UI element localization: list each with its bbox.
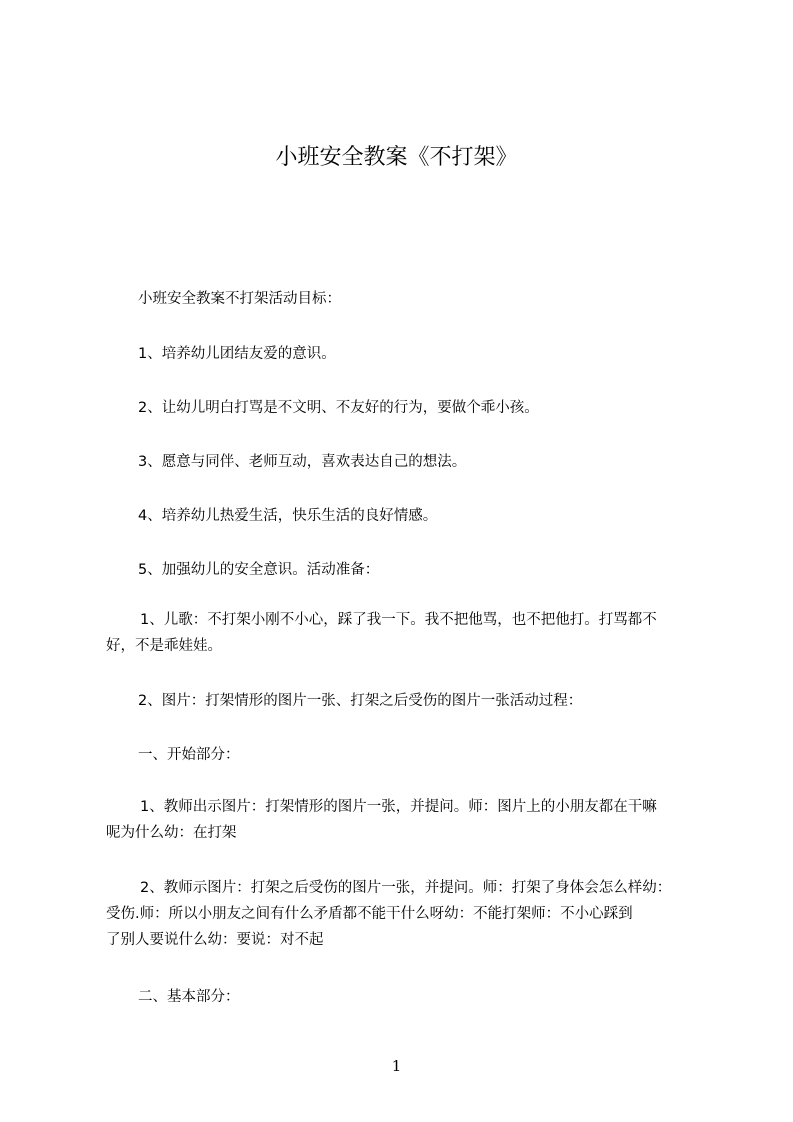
- paragraph-line: 1、培养幼儿团结友爱的意识。: [138, 346, 336, 362]
- paragraph-objective-3: [106, 449, 718, 475]
- paragraph-line: 呢为什么幼：在打架: [106, 825, 237, 841]
- paragraph-line: 小班安全教案不打架活动目标：: [138, 291, 341, 307]
- paragraph-objective-2: [106, 395, 718, 421]
- paragraph-line: 2、教师示图片：打架之后受伤的图片一张，并提问。师：打架了身体会怎么样幼：: [140, 880, 672, 896]
- paragraph-objective-5: [106, 557, 718, 583]
- paragraph-line: 3、愿意与同伴、老师互动，喜欢表达自己的想法。: [138, 454, 467, 470]
- paragraph-line: 2、图片：打架情形的图片一张、打架之后受伤的图片一张活动过程：: [138, 693, 583, 709]
- paragraph-objectives-heading: [106, 286, 718, 312]
- paragraph-line: 二、基本部分：: [138, 989, 240, 1005]
- paragraph-line: 2、让幼儿明白打骂是不文明、不友好的行为，要做个乖小孩。: [138, 400, 539, 416]
- paragraph-line: 4、培养幼儿热爱生活，快乐生活的良好情感。: [138, 508, 438, 524]
- section-heading-basic: [106, 984, 718, 1010]
- document-title: 小班安全教案《不打架》: [275, 145, 518, 170]
- paragraph-line: 了别人要说什么幼：要说：对不起: [106, 932, 324, 948]
- paragraph-line: 5、加强幼儿的安全意识。活动准备：: [138, 562, 380, 578]
- page-number: 1: [391, 1057, 402, 1075]
- paragraph-line: 一、开始部分：: [138, 747, 240, 763]
- paragraph-preparation-1: [106, 607, 718, 659]
- paragraph-objective-4: [106, 503, 718, 529]
- paragraph-line: 好，不是乖娃娃。: [106, 638, 222, 654]
- section-heading-opening: [106, 742, 718, 768]
- paragraph-line: 受伤.师：所以小朋友之间有什么矛盾都不能干什么呀幼：不能打架师：不小心踩到: [106, 906, 633, 922]
- paragraph-line: 1、教师出示图片：打架情形的图片一张，并提问。师：图片上的小朋友都在干嘛: [140, 799, 657, 815]
- paragraph-line: 1、儿歌：不打架小刚不小心，踩了我一下。我不把他骂，也不把他打。打骂都不: [140, 612, 657, 628]
- paragraph-opening-2: [106, 875, 718, 953]
- paragraph-opening-1: [106, 794, 718, 846]
- paragraph-preparation-2: [106, 688, 718, 714]
- paragraph-objective-1: [106, 341, 718, 367]
